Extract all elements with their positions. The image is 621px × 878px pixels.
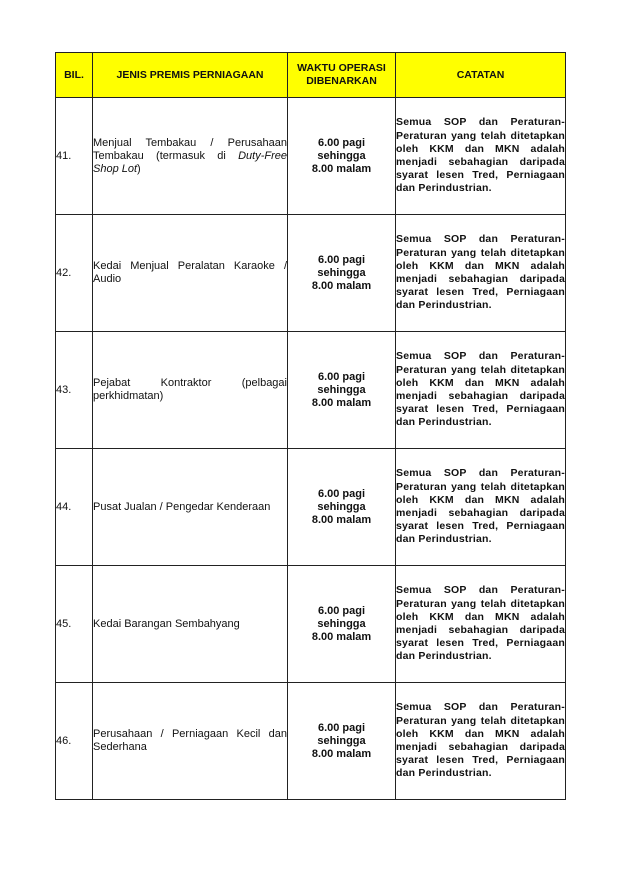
hours-end: 8.00 malam: [311, 396, 372, 409]
hours-until: sehingga: [317, 149, 366, 162]
premise-type: [93, 683, 288, 800]
row-number: 42.: [56, 215, 93, 332]
operating-hours: [288, 449, 396, 566]
table-row: [56, 683, 566, 800]
hours-start: 6.00 pagi: [317, 721, 366, 734]
premise-type: [93, 215, 288, 332]
hours-end: 8.00 malam: [311, 513, 372, 526]
header-waktu: [288, 53, 396, 98]
row-number: 41.: [56, 98, 93, 215]
hours-start: 6.00 pagi: [317, 604, 366, 617]
remarks: Semua SOP dan Peraturan-Peraturan yang telah ditetapkan oleh KKM dan MKN adalah menjadi sebahagian daripada syarat lesen Tred, Perniagaan dan Perindustrian.: [396, 215, 566, 332]
table-row: [56, 98, 566, 215]
hours-end: 8.00 malam: [311, 630, 372, 643]
premise-type-text: Pusat Jualan / Pengedar Kenderaan: [93, 500, 271, 513]
operating-hours: [288, 683, 396, 800]
hours-until: sehingga: [317, 617, 366, 630]
hours-until: sehingga: [317, 383, 366, 396]
premises-table: [55, 52, 566, 800]
premise-type-text: Kedai Barangan Sembahyang: [93, 617, 240, 630]
hours-until: sehingga: [317, 734, 366, 747]
hours-end: 8.00 malam: [311, 279, 372, 292]
hours-end: 8.00 malam: [311, 747, 372, 760]
operating-hours: [288, 332, 396, 449]
table-row: [56, 566, 566, 683]
hours-until: sehingga: [317, 266, 366, 279]
header-jenis: JENIS PREMIS PERNIAGAAN: [93, 53, 288, 98]
row-number: 43.: [56, 332, 93, 449]
premise-type-text: Kedai Menjual Peralatan Karaoke / Audio: [93, 260, 287, 285]
table-header-row: [56, 53, 566, 98]
remarks: Semua SOP dan Peraturan-Peraturan yang telah ditetapkan oleh KKM dan MKN adalah menjadi sebahagian daripada syarat lesen Tred, Perniagaan dan Perindustrian.: [396, 332, 566, 449]
premise-type: [93, 566, 288, 683]
operating-hours: [288, 566, 396, 683]
remarks: Semua SOP dan Peraturan-Peraturan yang telah ditetapkan oleh KKM dan MKN adalah menjadi sebahagian daripada syarat lesen Tred, Perniagaan dan Perindustrian.: [396, 683, 566, 800]
premise-type: Menjual Tembakau / Perusahaan Tembakau (termasuk di Duty-Free Shop Lot): [93, 98, 288, 215]
hours-start: 6.00 pagi: [317, 487, 366, 500]
row-number: 46.: [56, 683, 93, 800]
hours-end: 8.00 malam: [311, 162, 372, 175]
operating-hours: [288, 98, 396, 215]
hours-start: 6.00 pagi: [317, 253, 366, 266]
premise-type-text: Perusahaan / Perniagaan Kecil dan Sederhana: [93, 728, 287, 753]
remarks: Semua SOP dan Peraturan-Peraturan yang telah ditetapkan oleh KKM dan MKN adalah menjadi sebahagian daripada syarat lesen Tred, Perniagaan dan Perindustrian.: [396, 98, 566, 215]
header-waktu-line2: DIBENARKAN: [306, 75, 377, 87]
table-row: [56, 215, 566, 332]
table-row: [56, 449, 566, 566]
header-waktu-line1: WAKTU OPERASI: [297, 62, 386, 74]
remarks: Semua SOP dan Peraturan-Peraturan yang telah ditetapkan oleh KKM dan MKN adalah menjadi sebahagian daripada syarat lesen Tred, Perniagaan dan Perindustrian.: [396, 449, 566, 566]
header-catatan: CATATAN: [396, 53, 566, 98]
table-row: [56, 332, 566, 449]
row-number: 45.: [56, 566, 93, 683]
premise-type: [93, 449, 288, 566]
operating-hours: [288, 215, 396, 332]
premise-type-text: Pejabat Kontraktor (pelbagai perkhidmatan): [93, 377, 287, 402]
header-bil: BIL.: [56, 53, 93, 98]
row-number: 44.: [56, 449, 93, 566]
hours-until: sehingga: [317, 500, 366, 513]
remarks: Semua SOP dan Peraturan-Peraturan yang telah ditetapkan oleh KKM dan MKN adalah menjadi sebahagian daripada syarat lesen Tred, Perniagaan dan Perindustrian.: [396, 566, 566, 683]
hours-start: 6.00 pagi: [317, 136, 366, 149]
premise-type: [93, 332, 288, 449]
hours-start: 6.00 pagi: [317, 370, 366, 383]
